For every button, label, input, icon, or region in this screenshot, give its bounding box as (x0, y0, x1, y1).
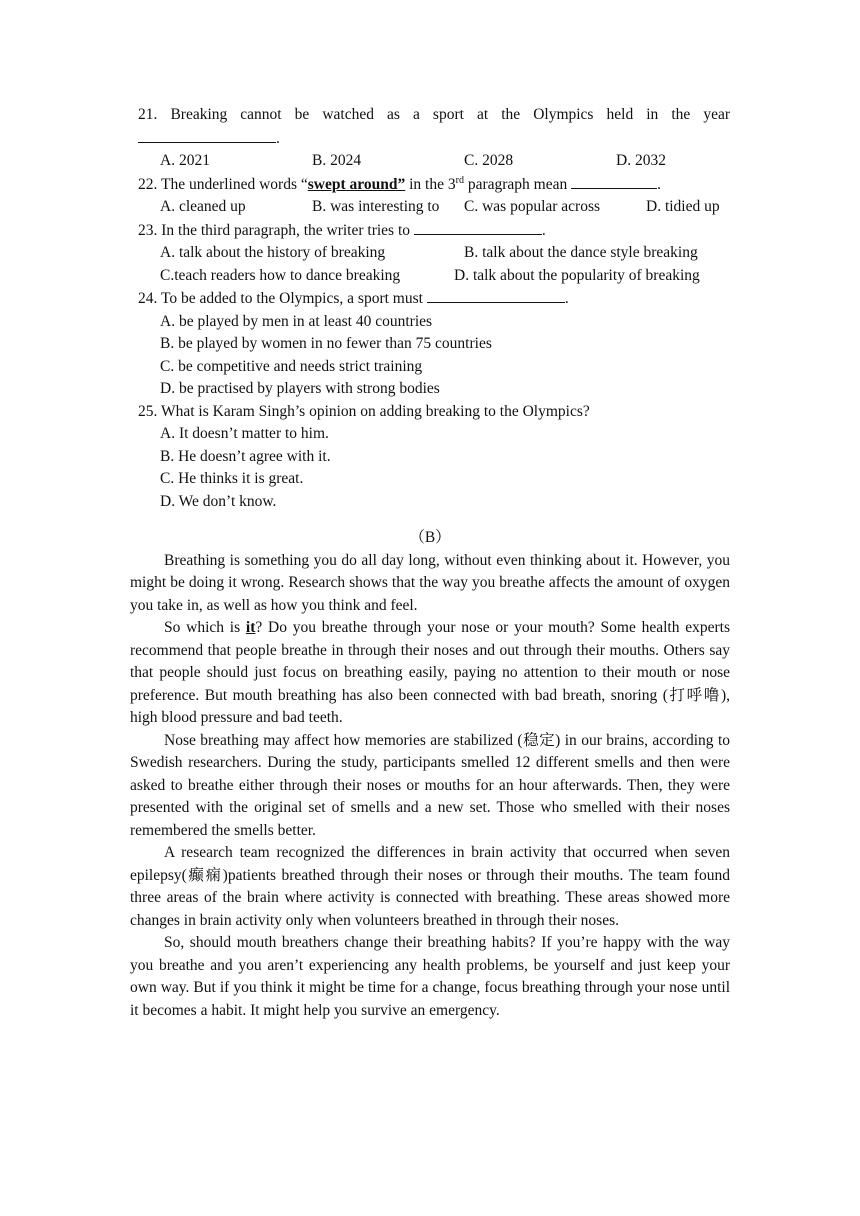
reading-passage (130, 550, 730, 1023)
question-number: 25. (138, 402, 158, 420)
underlined-word: it (245, 619, 256, 636)
question-text: paragraph mean (463, 175, 572, 193)
answer-blank[interactable] (571, 173, 657, 189)
question-22-stem (130, 173, 730, 197)
option-d[interactable]: D. be practised by players with strong bodies (160, 380, 440, 397)
passage-paragraph-4: A research team recognized the differences in brain activity that occurred when seven epilepsy(癫痫)patients breathed through their noses or through their mouths. The team found three areas of the brain where activity is connected with breathing. These areas showed more changes in brain activity only when volunteers breathed in through their noses. (130, 844, 730, 929)
option-a[interactable]: A. cleaned up (160, 198, 246, 215)
paragraph-text: ? Do you breathe through your nose or your mouth? Some health experts recommend that people breathe in through their noses and out through their mouths. Others say that people should just focus on breathing easily, paying no attention to their mouth or nose preference. But mouth breathing has also been connected with bad breath, snoring (打呼噜), high blood pressure and bad teeth. (130, 619, 730, 726)
question-text: What is Karam Singh’s opinion on adding breaking to the Olympics? (160, 402, 590, 420)
option-c[interactable]: C.teach readers how to dance breaking (160, 266, 401, 284)
passage-paragraph-3: Nose breathing may affect how memories are stabilized (稳定) in our brains, according to Swedish researchers. During the study, participants smelled 12 different smells and then were asked to breathe either through their noses or mouths for an hour afterwards. Then, they were presented with the original set of smells and a new set. Those who smelled with their noses remembered the smells better. (130, 731, 730, 839)
option-c[interactable]: C. 2028 (464, 152, 514, 169)
answer-blank[interactable] (414, 219, 542, 235)
option-d[interactable]: D. 2032 (616, 152, 666, 169)
option-d[interactable]: D. We don’t know. (160, 492, 277, 510)
answer-blank[interactable] (138, 127, 276, 143)
option-a[interactable]: A. be played by men in at least 40 countries (160, 312, 433, 330)
question-text: To be added to the Olympics, a sport must (160, 290, 427, 307)
question-25 (130, 401, 730, 514)
question-text: In the third paragraph, the writer tries to (161, 221, 414, 239)
paragraph-text: So which is (164, 619, 246, 636)
question-text-end: . (564, 290, 569, 307)
question-number: 23. (138, 221, 158, 239)
section-title: （B） (409, 529, 451, 546)
question-25-stem (130, 401, 730, 424)
question-23-options-row2 (130, 265, 730, 288)
question-23 (130, 219, 730, 288)
option-b[interactable]: B. He doesn’t agree with it. (160, 447, 331, 465)
underlined-words: swept around” (307, 175, 406, 193)
option-a[interactable]: A. talk about the history of breaking (160, 244, 386, 261)
option-d[interactable]: D. tidied up (646, 198, 720, 215)
passage-paragraph-5: So, should mouth breathers change their breathing habits? If you’re happy with the way you breathe and you aren’t experiencing any health problems, be yourself and just keep your own way. But if you think it might be time for a change, focus breathing through your nose until it becomes a habit. It might help you survive an emergency. (130, 934, 730, 1019)
question-23-options-row1 (130, 242, 730, 265)
question-number: 22. (138, 175, 158, 193)
passage-paragraph-2 (130, 617, 730, 730)
ordinal-suffix: rd (455, 174, 464, 186)
option-b[interactable]: B. 2024 (312, 152, 362, 169)
option-b[interactable]: B. was interesting to (312, 198, 440, 215)
question-21-stem-line2 (130, 127, 730, 151)
question-text: Breaking cannot be watched as a sport at the Olympics held in the year (170, 106, 731, 123)
option-b[interactable]: B. be played by women in no fewer than 75 countries (160, 335, 492, 352)
question-number: 21. (138, 106, 158, 123)
question-22 (130, 173, 730, 219)
option-b[interactable]: B. talk about the dance style breaking (464, 244, 698, 261)
option-c[interactable]: C. be competitive and needs strict training (160, 357, 423, 375)
passage-paragraph-1: Breathing is something you do all day long, without even thinking about it. However, you might be doing it wrong. Research shows that the way you breathe affects the amount of oxygen you take in, as well as how you think and feel. (130, 551, 730, 614)
option-d[interactable]: D. talk about the popularity of breaking (454, 266, 700, 284)
answer-blank[interactable] (427, 287, 565, 303)
question-21-options (130, 150, 730, 173)
question-number: 24. (138, 290, 158, 307)
option-a[interactable]: A. 2021 (160, 152, 210, 169)
question-21 (130, 104, 730, 173)
question-24 (130, 287, 730, 401)
question-text: in the 3 (405, 175, 456, 193)
question-text-end: . (276, 129, 280, 147)
question-23-stem (130, 219, 730, 243)
question-24-stem (130, 287, 730, 311)
question-text-end: . (541, 221, 546, 239)
option-a[interactable]: A. It doesn’t matter to him. (160, 425, 329, 442)
question-text: The underlined words “ (160, 175, 308, 193)
question-text-end: . (657, 175, 661, 193)
question-21-stem (130, 104, 730, 127)
option-c[interactable]: C. was popular across (464, 198, 601, 215)
option-c[interactable]: C. He thinks it is great. (160, 470, 304, 487)
question-22-options (130, 196, 730, 219)
